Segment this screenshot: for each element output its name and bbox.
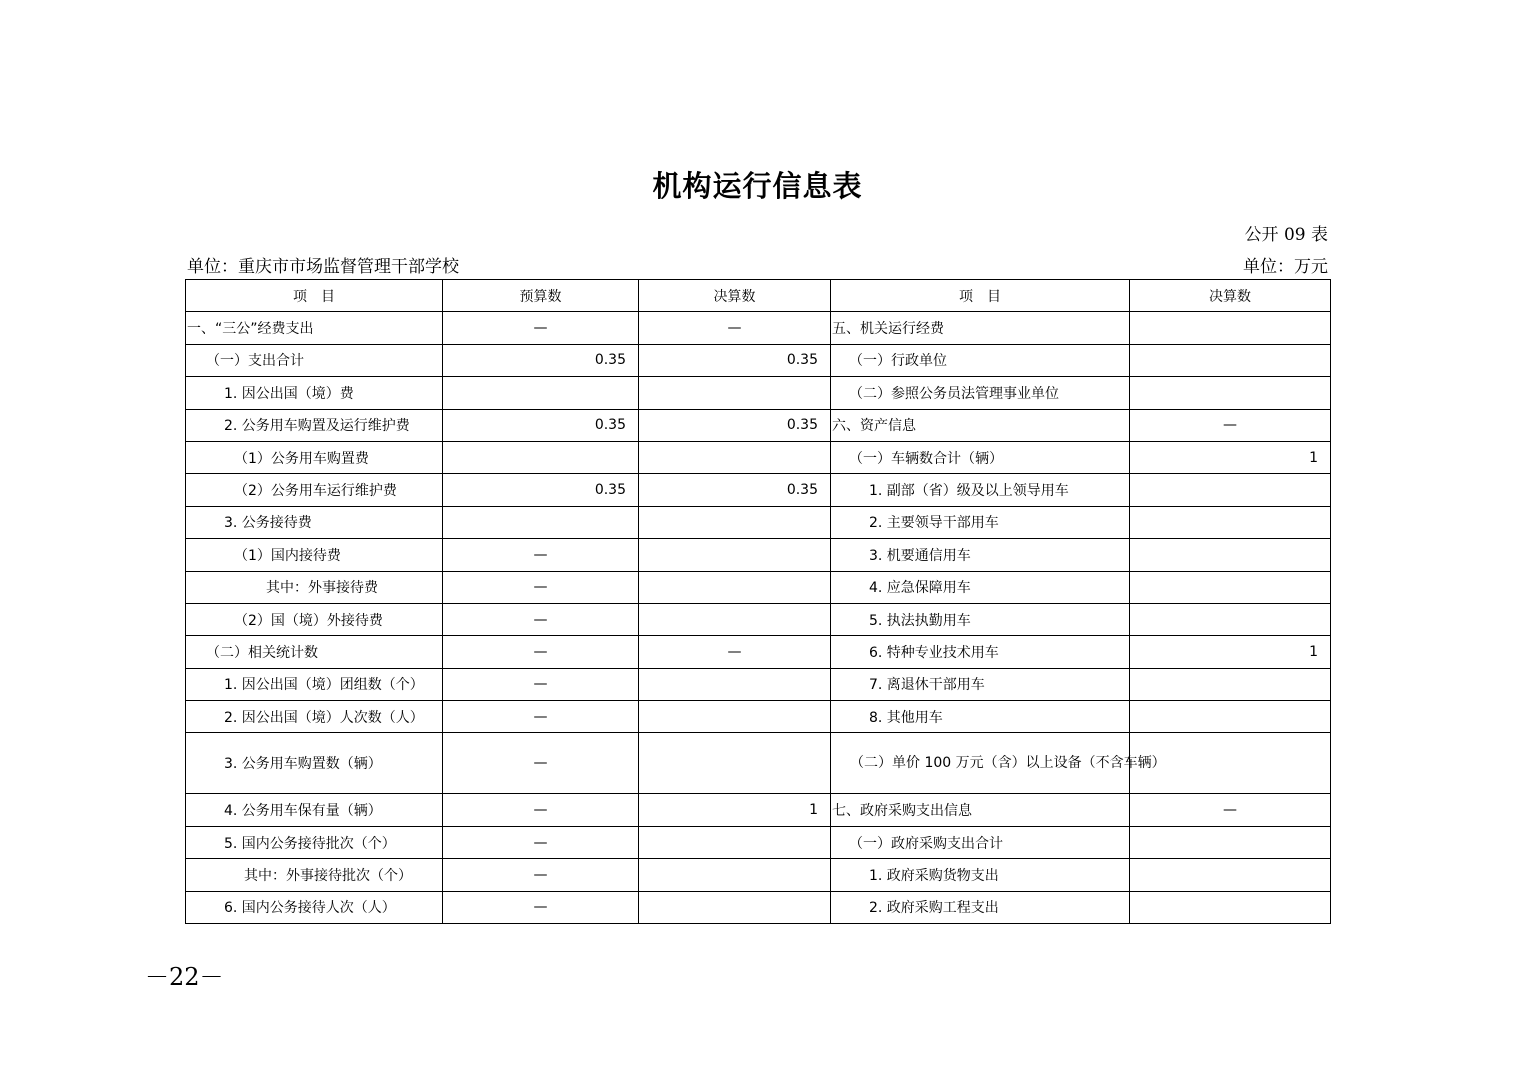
table-row (186, 636, 1331, 668)
budget-value: — (443, 668, 639, 700)
final-value (639, 506, 831, 538)
item-left: 3. 公务用车购置数（辆） (186, 733, 443, 794)
info-table (185, 279, 1331, 924)
item-left: （一）支出合计 (186, 344, 443, 376)
final-value (639, 733, 831, 794)
item-left: 2. 公务用车购置及运行维护费 (186, 409, 443, 441)
item-right: （二）单价 100 万元（含）以上设备（不含车辆） (831, 733, 1130, 794)
table-row (186, 441, 1331, 473)
table-row (186, 603, 1331, 635)
item-left: 2. 因公出国（境）人次数（人） (186, 701, 443, 733)
final-value-right (1130, 377, 1331, 409)
final-value: 0.35 (639, 409, 831, 441)
table-row (186, 891, 1331, 923)
budget-value (443, 377, 639, 409)
final-value: — (639, 636, 831, 668)
table-row (186, 344, 1331, 376)
final-value-right (1130, 474, 1331, 506)
item-right: 7. 离退休干部用车 (831, 668, 1130, 700)
item-right: 六、资产信息 (831, 409, 1130, 441)
final-value (639, 571, 831, 603)
budget-value (443, 506, 639, 538)
budget-value: — (443, 826, 639, 858)
item-right: 2. 政府采购工程支出 (831, 891, 1130, 923)
item-right: 3. 机要通信用车 (831, 539, 1130, 571)
item-right: 6. 特种专业技术用车 (831, 636, 1130, 668)
table-row (186, 474, 1331, 506)
item-left: 5. 国内公务接待批次（个） (186, 826, 443, 858)
item-right: 五、机关运行经费 (831, 312, 1130, 344)
table-row (186, 571, 1331, 603)
final-value-right (1130, 603, 1331, 635)
budget-value: — (443, 312, 639, 344)
final-value-right (1130, 701, 1331, 733)
final-value-right (1130, 891, 1331, 923)
header-item-right: 项 目 (831, 280, 1130, 312)
final-value-right: 1 (1130, 441, 1331, 473)
table-header-row (186, 280, 1331, 312)
item-left: 一、“三公”经费支出 (186, 312, 443, 344)
item-right: 5. 执法执勤用车 (831, 603, 1130, 635)
final-value-right: 1 (1130, 636, 1331, 668)
header-final-left: 决算数 (639, 280, 831, 312)
budget-value: — (443, 571, 639, 603)
table-row (186, 312, 1331, 344)
final-value-right: — (1130, 794, 1331, 826)
budget-value: — (443, 636, 639, 668)
final-value-right (1130, 571, 1331, 603)
header-item-left: 项 目 (186, 280, 443, 312)
final-value: — (639, 312, 831, 344)
final-value-right (1130, 859, 1331, 891)
final-value: 1 (639, 794, 831, 826)
final-value (639, 539, 831, 571)
budget-value (443, 441, 639, 473)
header-budget: 预算数 (443, 280, 639, 312)
final-value-right (1130, 506, 1331, 538)
item-right: （一）行政单位 (831, 344, 1130, 376)
final-value (639, 441, 831, 473)
final-value (639, 668, 831, 700)
final-value (639, 377, 831, 409)
final-value (639, 891, 831, 923)
table-row (186, 794, 1331, 826)
item-left: （2）公务用车运行维护费 (186, 474, 443, 506)
final-value-right: — (1130, 409, 1331, 441)
item-left: 6. 国内公务接待人次（人） (186, 891, 443, 923)
item-left: （2）国（境）外接待费 (186, 603, 443, 635)
unit-organization: 单位：重庆市市场监督管理干部学校 (187, 257, 459, 277)
table-row (186, 377, 1331, 409)
final-value-right (1130, 826, 1331, 858)
item-left: 4. 公务用车保有量（辆） (186, 794, 443, 826)
final-value-right (1130, 312, 1331, 344)
budget-value: — (443, 701, 639, 733)
budget-value: — (443, 859, 639, 891)
unit-currency: 单位：万元 (1243, 257, 1328, 277)
header-final-right: 决算数 (1130, 280, 1331, 312)
page-number: －22－ (145, 963, 224, 991)
item-right: （二）参照公务员法管理事业单位 (831, 377, 1130, 409)
final-value-right (1130, 539, 1331, 571)
page-title: 机构运行信息表 (652, 169, 863, 203)
item-right: （一）政府采购支出合计 (831, 826, 1130, 858)
final-value (639, 701, 831, 733)
budget-value: — (443, 891, 639, 923)
final-value-right (1130, 344, 1331, 376)
item-left: （1）公务用车购置费 (186, 441, 443, 473)
budget-value: — (443, 539, 639, 571)
table-row (186, 409, 1331, 441)
item-left: （1）国内接待费 (186, 539, 443, 571)
table-row (186, 859, 1331, 891)
item-left: 1. 因公出国（境）团组数（个） (186, 668, 443, 700)
final-value: 0.35 (639, 344, 831, 376)
table-row (186, 668, 1331, 700)
budget-value: — (443, 733, 639, 794)
table-row (186, 733, 1331, 794)
table-row (186, 506, 1331, 538)
item-left: （二）相关统计数 (186, 636, 443, 668)
final-value: 0.35 (639, 474, 831, 506)
table-row (186, 701, 1331, 733)
item-left: 其中：外事接待批次（个） (186, 859, 443, 891)
final-value (639, 603, 831, 635)
item-right: 4. 应急保障用车 (831, 571, 1130, 603)
final-value (639, 826, 831, 858)
item-right: 8. 其他用车 (831, 701, 1130, 733)
final-value-right (1130, 668, 1331, 700)
table-row (186, 539, 1331, 571)
budget-value: — (443, 794, 639, 826)
item-right: 1. 政府采购货物支出 (831, 859, 1130, 891)
item-right: 1. 副部（省）级及以上领导用车 (831, 474, 1130, 506)
budget-value: 0.35 (443, 474, 639, 506)
item-left: 1. 因公出国（境）费 (186, 377, 443, 409)
budget-value: 0.35 (443, 344, 639, 376)
final-value (639, 859, 831, 891)
item-left: 3. 公务接待费 (186, 506, 443, 538)
budget-value: — (443, 603, 639, 635)
table-row (186, 826, 1331, 858)
item-right: 2. 主要领导干部用车 (831, 506, 1130, 538)
item-right: 七、政府采购支出信息 (831, 794, 1130, 826)
item-left: 其中：外事接待费 (186, 571, 443, 603)
budget-value: 0.35 (443, 409, 639, 441)
item-right: （一）车辆数合计（辆） (831, 441, 1130, 473)
form-number: 公开 09 表 (1244, 225, 1328, 245)
